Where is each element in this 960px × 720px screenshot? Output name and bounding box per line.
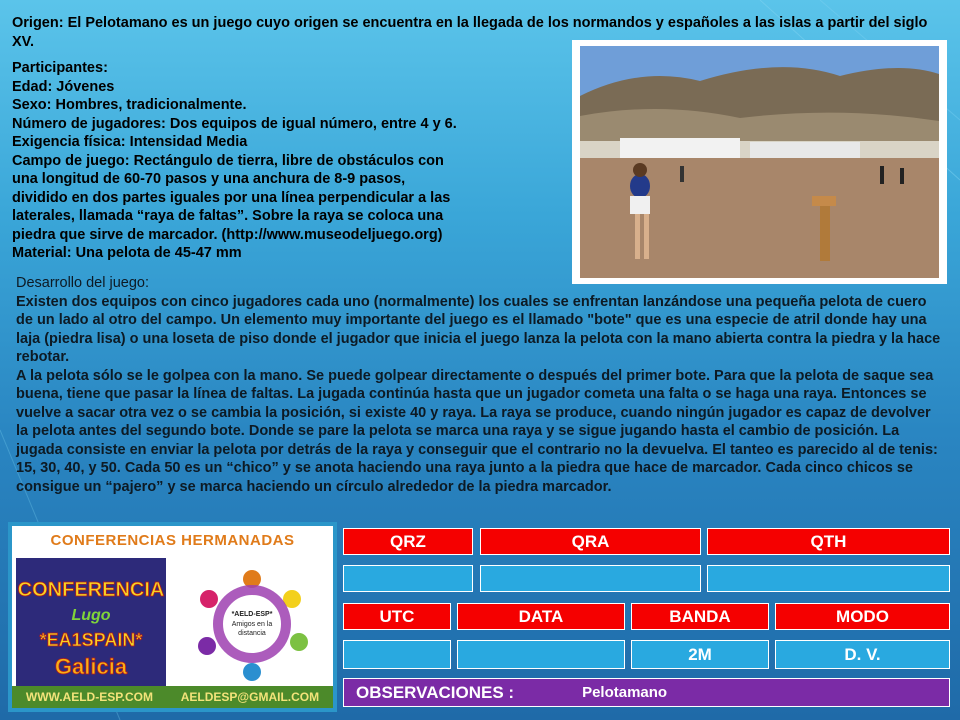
- detail-line: Exigencia física: Intensidad Media: [12, 134, 248, 150]
- detail-line: Campo de juego: Rectángulo de tierra, libre de obstáculos con: [12, 152, 444, 169]
- conferences-panel-inner: [12, 526, 333, 708]
- panel-footer: [12, 686, 333, 708]
- logo-line: Lugo: [71, 607, 111, 624]
- qrz-label: QRZ: [343, 528, 473, 555]
- development-paragraph: A la pelota sólo se le golpea con la mano. Se puede golpear directamente o después del primer bote. Para que la pelota de saque sea buena, tiene que pasar la línea de faltas. La jugada continúa hasta que un jugador cometa una falta o se haga una raya. Entonces se vuelve a sacar otra vez o se cambia la posición, si existe 40 y raya. La raya se produce, cuando ningún jugador es capaz de devolver la pelota antes del segundo bote. Donde se pare la pelota se marca una raya y se sigue jugando hasta el cambio de posición. La jugada consiste en enviar la pelota por detrás de la raya y conseguir que el contrario no la devuelva. El tanteo es parecido al de tenis: 15, 30, 40, y 50. Cada 50 es un “chico” y se anota haciendo una raya junto a la piedra que hace de marcador. Cada cinco chicos se consigue un “pajero” y se marca haciendo un círculo alrededor de la piedra marcador.: [16, 367, 938, 495]
- banda-value-field[interactable]: 2M: [631, 640, 769, 669]
- utc-value-field[interactable]: [343, 640, 451, 669]
- conference-logo: [16, 558, 166, 686]
- qra-value-field[interactable]: [480, 565, 701, 592]
- qra-label: QRA: [480, 528, 701, 555]
- aeld-esp-logo: [187, 564, 317, 682]
- logo-line: *EA1SPAIN*: [39, 630, 143, 650]
- game-photo: [572, 40, 947, 284]
- detail-line: dividido en dos partes iguales por una línea perpendicular a las: [12, 189, 451, 206]
- observaciones-value[interactable]: Pelotamano: [582, 684, 668, 701]
- qth-label: QTH: [707, 528, 950, 555]
- detail-line: Sexo: Hombres, tradicionalmente.: [12, 97, 247, 113]
- game-details: [12, 59, 512, 263]
- modo-label: MODO: [775, 603, 950, 630]
- detail-line: Edad: Jóvenes: [12, 78, 115, 95]
- panel-title: CONFERENCIAS HERMANADAS: [50, 532, 295, 549]
- detail-line: Material: Una pelota de 45-47 mm: [12, 245, 242, 261]
- development-title: Desarrollo del juego:: [16, 275, 149, 291]
- email-link[interactable]: AELDESP@GMAIL.COM: [180, 690, 320, 704]
- detail-line: una longitud de 60-70 pasos y una anchura de 8-9 pasos,: [12, 171, 406, 187]
- utc-label: UTC: [343, 603, 451, 630]
- qth-value-field[interactable]: [707, 565, 950, 592]
- logo-right-line: distancia: [238, 630, 266, 637]
- conferences-panel: [8, 522, 337, 712]
- logo-right-line: *AELD-ESP*: [231, 611, 273, 618]
- logo-line: CONFERENCIA: [17, 579, 165, 601]
- detail-line: piedra que sirve de marcador. (http://www.museodeljuego.org): [12, 226, 443, 243]
- logo-right-line: Amigos en la: [231, 621, 273, 628]
- logo-line: Galicia: [54, 654, 128, 679]
- origin-text: Origen: El Pelotamano es un juego cuyo origen se encuentra en la llegada de los normandos y españoles a las islas a partir del siglo XV.: [12, 15, 928, 50]
- development-paragraph: Existen dos equipos con cinco jugadores cada uno (normalmente) los cuales se enfrentan lanzándose una pequeña pelota de cuero de un lado al otro del campo. Un elemento muy importante del juego es el llamado "bote" que es una especie de atril donde hay una laja (piedra lisa) o una loseta de piso donde el jugador que inicia el juego lanza la pelota con la mano abierta contra la piedra y la hace rebotar.: [16, 293, 941, 365]
- observaciones-label: OBSERVACIONES :: [356, 682, 515, 702]
- detail-line: laterales, llamada “raya de faltas”. Sobre la raya se coloca una: [12, 208, 444, 224]
- observaciones-row: [343, 678, 950, 707]
- detail-line: Participantes:: [12, 60, 108, 76]
- field-photo-image: [580, 46, 939, 278]
- data-label: DATA: [457, 603, 625, 630]
- detail-line: Número de jugadores: Dos equipos de igual número, entre 4 y 6.: [12, 115, 457, 132]
- game-development: [16, 274, 946, 496]
- qrz-value-field[interactable]: [343, 565, 473, 592]
- banda-label: BANDA: [631, 603, 769, 630]
- data-value-field[interactable]: [457, 640, 625, 669]
- modo-value-field[interactable]: D. V.: [775, 640, 950, 669]
- website-link[interactable]: WWW.AELD-ESP.COM: [25, 690, 153, 704]
